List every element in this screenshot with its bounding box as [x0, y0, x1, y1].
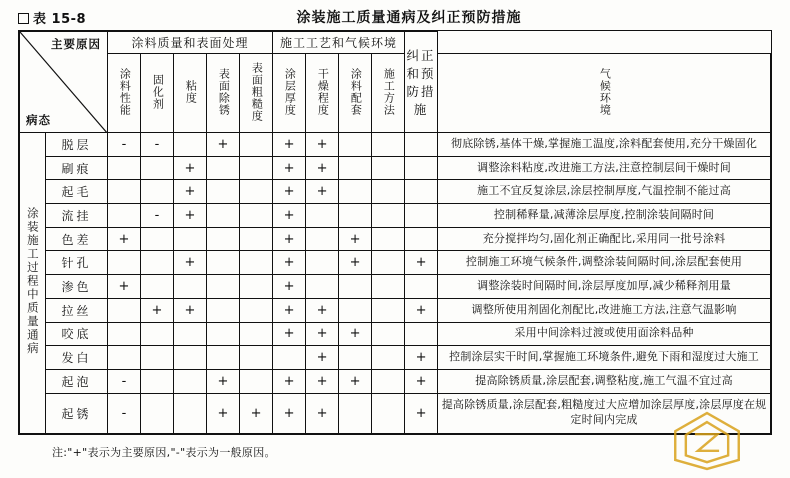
mark-cell: + — [141, 298, 174, 322]
mark-cell — [141, 322, 174, 346]
mark-cell — [306, 251, 339, 275]
row-label: 色差 — [46, 227, 108, 251]
mark-cell: + — [207, 369, 240, 393]
col-header-curing-agent: 固化剂 — [141, 54, 174, 133]
mark-cell — [372, 393, 405, 433]
mark-cell: + — [273, 251, 306, 275]
col-header-climate: 气候环境 — [438, 54, 771, 133]
mark-cell: + — [273, 275, 306, 299]
mark-cell: - — [141, 204, 174, 228]
mark-cell — [141, 275, 174, 299]
mark-cell: + — [273, 298, 306, 322]
mark-cell: + — [306, 346, 339, 370]
mark-cell — [372, 204, 405, 228]
mark-cell — [141, 251, 174, 275]
mark-cell — [240, 204, 273, 228]
mark-cell: - — [108, 133, 141, 157]
mark-cell — [372, 322, 405, 346]
table-row — [20, 346, 771, 370]
mark-cell: + — [405, 298, 438, 322]
measure-cell: 施工不宜反复涂层,涂层控制厚度,气温控制不能过高 — [438, 180, 771, 204]
corner-top-label: 主要原因 — [51, 37, 101, 51]
mark-cell: - — [108, 369, 141, 393]
mark-cell: + — [174, 251, 207, 275]
mark-cell — [372, 369, 405, 393]
mark-cell: + — [306, 322, 339, 346]
mark-cell — [207, 204, 240, 228]
mark-cell — [207, 275, 240, 299]
mark-cell: + — [174, 180, 207, 204]
mark-cell — [306, 204, 339, 228]
measure-cell: 提高除锈质量,涂层配套,调整粘度,施工气温不宜过高 — [438, 369, 771, 393]
mark-cell: - — [141, 133, 174, 157]
col-header-coating-performance: 涂料性能 — [108, 54, 141, 133]
table-row — [20, 322, 771, 346]
measures-header: 纠正和预防措施 — [405, 32, 438, 133]
table-row — [20, 204, 771, 228]
mark-cell — [405, 275, 438, 299]
mark-cell — [405, 227, 438, 251]
mark-cell — [207, 251, 240, 275]
mark-cell: + — [273, 322, 306, 346]
row-label: 起锈 — [46, 393, 108, 433]
mark-cell — [339, 393, 372, 433]
row-label: 渗色 — [46, 275, 108, 299]
mark-cell: + — [339, 369, 372, 393]
mark-cell — [339, 298, 372, 322]
mark-cell: + — [174, 298, 207, 322]
measure-cell: 控制施工环境气候条件,调整涂装间隔时间,涂层配套使用 — [438, 251, 771, 275]
mark-cell: + — [273, 204, 306, 228]
mark-cell — [108, 156, 141, 180]
mark-cell: + — [273, 393, 306, 433]
mark-cell: + — [240, 393, 273, 433]
mark-cell — [405, 180, 438, 204]
corner-diagonal-cell — [20, 32, 108, 133]
mark-cell — [405, 156, 438, 180]
mark-cell — [207, 156, 240, 180]
mark-cell — [207, 322, 240, 346]
mark-cell — [141, 369, 174, 393]
mark-cell: + — [405, 346, 438, 370]
row-label: 拉丝 — [46, 298, 108, 322]
mark-cell — [372, 251, 405, 275]
col-header-coating-match: 涂料配套 — [339, 54, 372, 133]
table-frame — [18, 30, 772, 435]
mark-cell — [240, 133, 273, 157]
mark-cell: + — [405, 369, 438, 393]
mark-cell — [372, 133, 405, 157]
table-column-header-row — [20, 54, 771, 133]
table-row — [20, 369, 771, 393]
mark-cell: + — [306, 180, 339, 204]
publisher-logo — [668, 410, 746, 472]
mark-cell — [174, 133, 207, 157]
mark-cell: + — [273, 227, 306, 251]
mark-cell — [108, 322, 141, 346]
quality-defect-table — [19, 31, 771, 434]
group-header-coating: 涂料质量和表面处理 — [108, 32, 273, 54]
group-header-process: 施工工艺和气候环境 — [273, 32, 405, 54]
mark-cell — [240, 180, 273, 204]
side-band-label: 涂装施工过程中质量通病 — [20, 133, 46, 434]
mark-cell: + — [174, 204, 207, 228]
table-row — [20, 275, 771, 299]
mark-cell: + — [273, 180, 306, 204]
mark-cell — [405, 322, 438, 346]
measure-cell: 调整所使用剂固化剂配比,改进施工方法,注意气温影响 — [438, 298, 771, 322]
mark-cell — [108, 204, 141, 228]
mark-cell — [372, 346, 405, 370]
mark-cell — [273, 346, 306, 370]
mark-cell: - — [108, 393, 141, 433]
mark-cell: + — [207, 133, 240, 157]
mark-cell: + — [306, 133, 339, 157]
row-label: 流挂 — [46, 204, 108, 228]
measure-cell: 调整涂装时间隔时间,涂层厚度加厚,减少稀释剂用量 — [438, 275, 771, 299]
mark-cell: + — [273, 133, 306, 157]
page-title: 涂装施工质量通病及纠正预防措施 — [296, 10, 522, 26]
mark-cell — [108, 251, 141, 275]
table-row — [20, 227, 771, 251]
col-header-derusting: 表面除锈 — [207, 54, 240, 133]
mark-cell — [339, 133, 372, 157]
row-label: 脱层 — [46, 133, 108, 157]
mark-cell — [207, 298, 240, 322]
mark-cell: + — [405, 251, 438, 275]
row-label: 起泡 — [46, 369, 108, 393]
mark-cell: + — [405, 393, 438, 433]
mark-cell — [141, 156, 174, 180]
footnote: 注:"+"表示为主要原因,"-"表示为一般原因。 — [52, 446, 276, 459]
mark-cell — [339, 346, 372, 370]
mark-cell — [339, 275, 372, 299]
table-number: 表 15-8 — [18, 8, 86, 27]
mark-cell — [339, 156, 372, 180]
mark-cell: + — [273, 369, 306, 393]
table-row — [20, 251, 771, 275]
mark-cell — [240, 275, 273, 299]
row-label: 针孔 — [46, 251, 108, 275]
measure-cell: 提高除锈质量,涂层配套,粗糙度过大应增加涂层厚度,涂层厚度在规定时间内完成 — [438, 393, 771, 433]
mark-cell — [339, 204, 372, 228]
measure-cell: 充分搅拌均匀,固化剂正确配比,采用同一批号涂料 — [438, 227, 771, 251]
table-row — [20, 298, 771, 322]
mark-cell — [174, 369, 207, 393]
mark-cell: + — [273, 156, 306, 180]
mark-cell — [339, 180, 372, 204]
mark-cell — [372, 298, 405, 322]
row-label: 咬底 — [46, 322, 108, 346]
mark-cell: + — [108, 227, 141, 251]
mark-cell — [306, 275, 339, 299]
table-row — [20, 133, 771, 157]
mark-cell — [372, 227, 405, 251]
measure-cell: 控制涂层实干时间,掌握施工环境条件,避免下雨和湿度过大施工 — [438, 346, 771, 370]
mark-cell — [240, 251, 273, 275]
mark-cell — [141, 393, 174, 433]
row-label: 起毛 — [46, 180, 108, 204]
mark-cell — [207, 227, 240, 251]
row-label: 发白 — [46, 346, 108, 370]
mark-cell: + — [306, 369, 339, 393]
mark-cell: + — [339, 227, 372, 251]
mark-cell — [372, 180, 405, 204]
mark-cell: + — [339, 251, 372, 275]
mark-cell — [174, 393, 207, 433]
mark-cell — [174, 275, 207, 299]
mark-cell — [372, 275, 405, 299]
mark-cell — [240, 156, 273, 180]
mark-cell — [240, 369, 273, 393]
page-header — [18, 6, 772, 28]
col-header-viscosity: 粘度 — [174, 54, 207, 133]
mark-cell — [405, 133, 438, 157]
mark-cell — [240, 346, 273, 370]
mark-cell — [372, 156, 405, 180]
mark-cell: + — [207, 393, 240, 433]
mark-cell — [405, 204, 438, 228]
square-bullet-icon — [18, 13, 29, 24]
mark-cell — [141, 180, 174, 204]
mark-cell — [141, 346, 174, 370]
mark-cell — [240, 227, 273, 251]
col-header-film-thickness: 涂层厚度 — [273, 54, 306, 133]
measure-cell: 彻底除锈,基体干燥,掌握施工温度,涂料配套使用,充分干燥固化 — [438, 133, 771, 157]
measure-cell: 采用中间涂料过渡或使用面涂料品种 — [438, 322, 771, 346]
mark-cell — [306, 227, 339, 251]
mark-cell — [174, 346, 207, 370]
row-label: 刷痕 — [46, 156, 108, 180]
mark-cell — [141, 227, 174, 251]
corner-bottom-label: 病态 — [26, 113, 51, 127]
col-header-method: 施工方法 — [372, 54, 405, 133]
mark-cell — [207, 346, 240, 370]
mark-cell — [108, 346, 141, 370]
mark-cell: + — [306, 156, 339, 180]
col-header-roughness: 表面粗糙度 — [240, 54, 273, 133]
measure-cell: 调整涂料粘度,改进施工方法,注意控制层间干燥时间 — [438, 156, 771, 180]
mark-cell — [207, 180, 240, 204]
mark-cell — [174, 322, 207, 346]
measure-cell: 控制稀释量,减薄涂层厚度,控制涂装间隔时间 — [438, 204, 771, 228]
mark-cell: + — [108, 275, 141, 299]
table-row — [20, 180, 771, 204]
mark-cell — [240, 298, 273, 322]
mark-cell — [240, 322, 273, 346]
mark-cell: + — [306, 393, 339, 433]
mark-cell: + — [339, 322, 372, 346]
table-group-header-row — [20, 32, 771, 54]
col-header-dryness: 干燥程度 — [306, 54, 339, 133]
mark-cell — [174, 227, 207, 251]
mark-cell — [108, 180, 141, 204]
table-row — [20, 156, 771, 180]
mark-cell: + — [306, 298, 339, 322]
mark-cell — [108, 298, 141, 322]
mark-cell: + — [174, 156, 207, 180]
table-row — [20, 393, 771, 433]
